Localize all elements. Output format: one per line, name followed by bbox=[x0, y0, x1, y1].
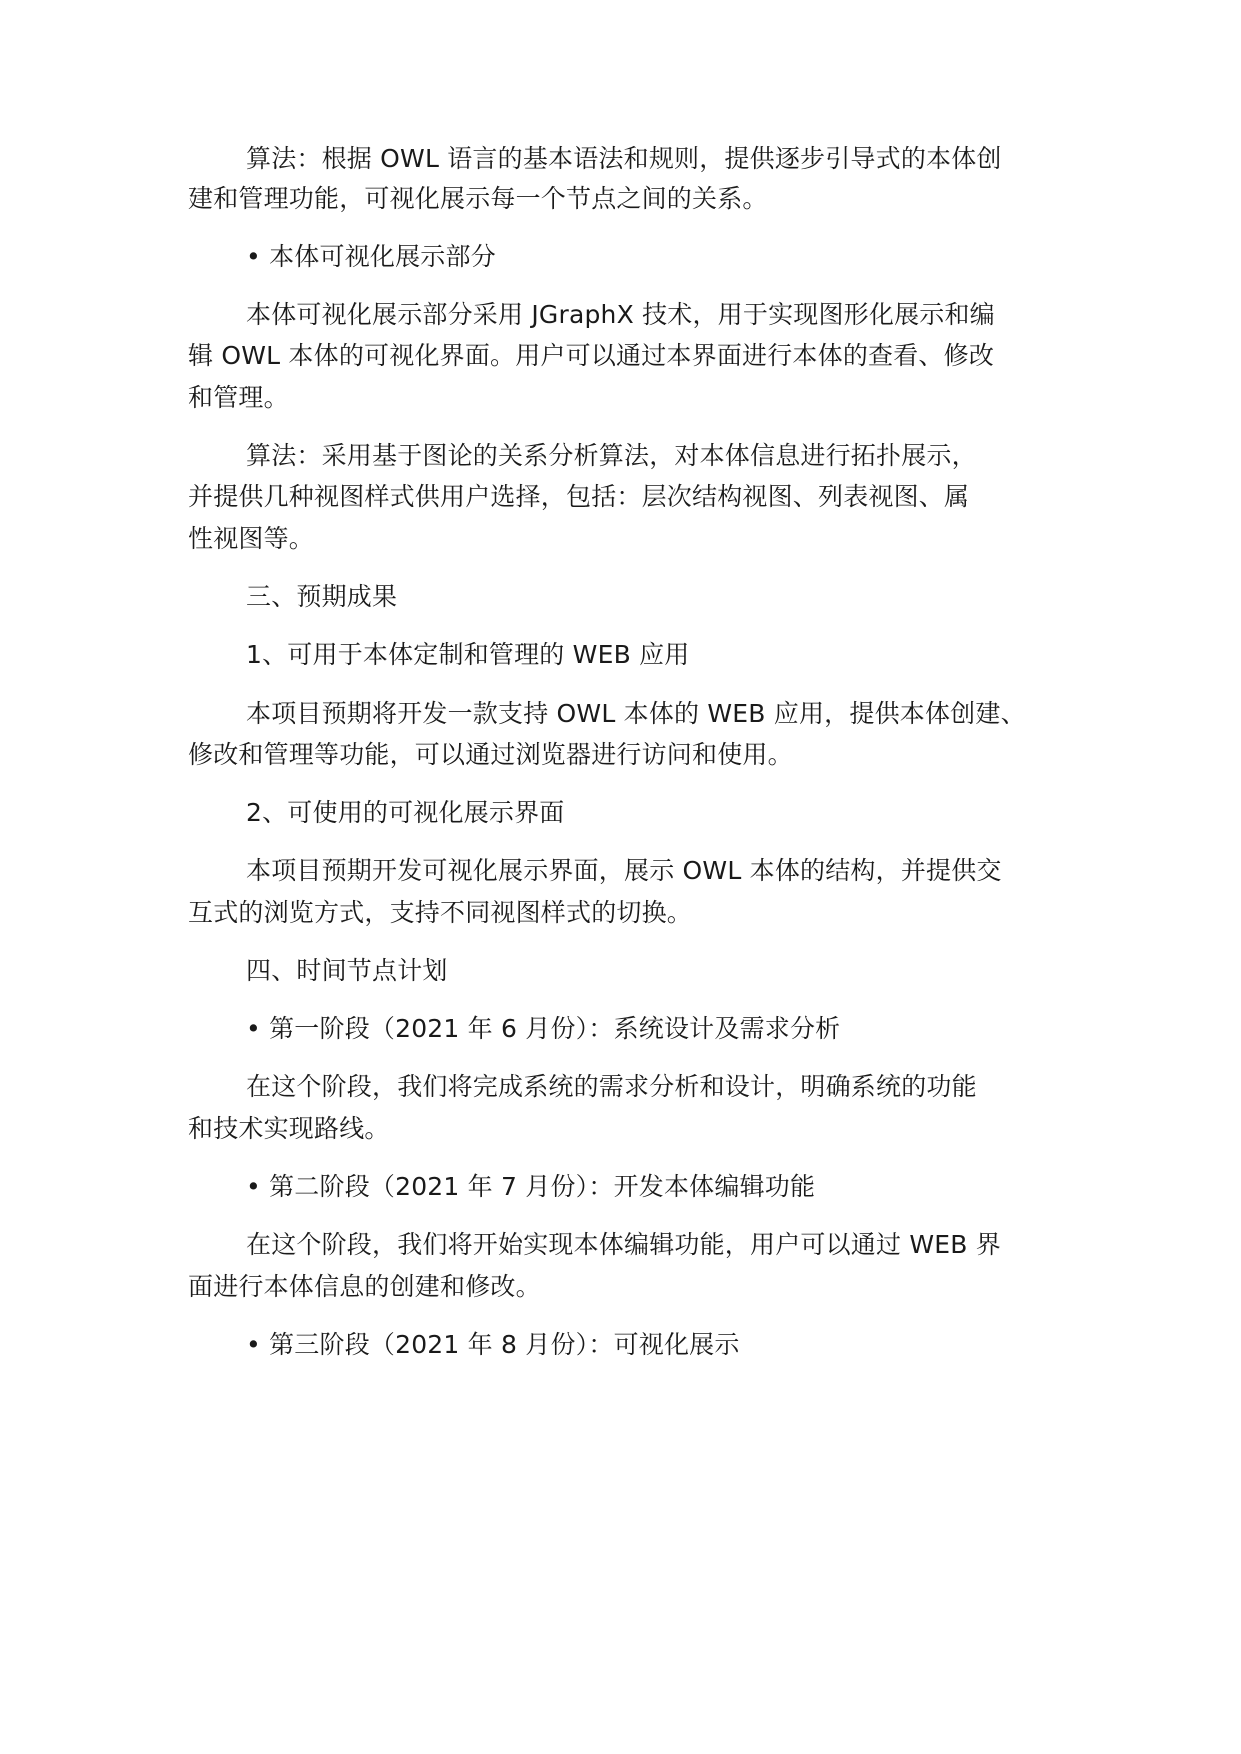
bullet-item: • 本体可视化展示部分 bbox=[246, 242, 496, 271]
subsection-heading: 1、可用于本体定制和管理的 WEB 应用 bbox=[246, 640, 690, 669]
paragraph-line: 和管理。 bbox=[188, 383, 289, 412]
paragraph-line: 本项目预期开发可视化展示界面，展示 OWL 本体的结构，并提供交 bbox=[246, 856, 1002, 885]
section-heading: 四、时间节点计划 bbox=[246, 956, 448, 985]
paragraph-line: 性视图等。 bbox=[188, 524, 315, 553]
paragraph-line: 修改和管理等功能，可以通过浏览器进行访问和使用。 bbox=[188, 740, 793, 769]
paragraph-line: 算法：采用基于图论的关系分析算法，对本体信息进行拓扑展示， bbox=[246, 441, 977, 470]
paragraph-line: 在这个阶段，我们将开始实现本体编辑功能，用户可以通过 WEB 界 bbox=[246, 1230, 1001, 1259]
paragraph-line: 辑 OWL 本体的可视化界面。用户可以通过本界面进行本体的查看、修改 bbox=[188, 341, 995, 370]
paragraph-line: 互式的浏览方式，支持不同视图样式的切换。 bbox=[188, 898, 693, 927]
paragraph-line: 在这个阶段，我们将完成系统的需求分析和设计，明确系统的功能 bbox=[246, 1072, 977, 1101]
paragraph-line: 和技术实现路线。 bbox=[188, 1114, 390, 1143]
paragraph-line: 并提供几种视图样式供用户选择，包括：层次结构视图、列表视图、属 bbox=[188, 482, 970, 511]
paragraph-line: 本项目预期将开发一款支持 OWL 本体的 WEB 应用，提供本体创建、 bbox=[246, 699, 1026, 728]
bullet-item: • 第三阶段（2021 年 8 月份）：可视化展示 bbox=[246, 1330, 740, 1359]
paragraph-line: 算法：根据 OWL 语言的基本语法和规则，提供逐步引导式的本体创 bbox=[246, 144, 1002, 173]
bullet-item: • 第一阶段（2021 年 6 月份）：系统设计及需求分析 bbox=[246, 1014, 841, 1043]
bullet-item: • 第二阶段（2021 年 7 月份）：开发本体编辑功能 bbox=[246, 1172, 816, 1201]
paragraph-line: 本体可视化展示部分采用 JGraphX 技术，用于实现图形化展示和编 bbox=[246, 300, 995, 329]
paragraph-line: 面进行本体信息的创建和修改。 bbox=[188, 1272, 541, 1301]
paragraph-line: 建和管理功能，可视化展示每一个节点之间的关系。 bbox=[188, 184, 768, 213]
subsection-heading: 2、可使用的可视化展示界面 bbox=[246, 798, 565, 827]
section-heading: 三、预期成果 bbox=[246, 582, 398, 611]
